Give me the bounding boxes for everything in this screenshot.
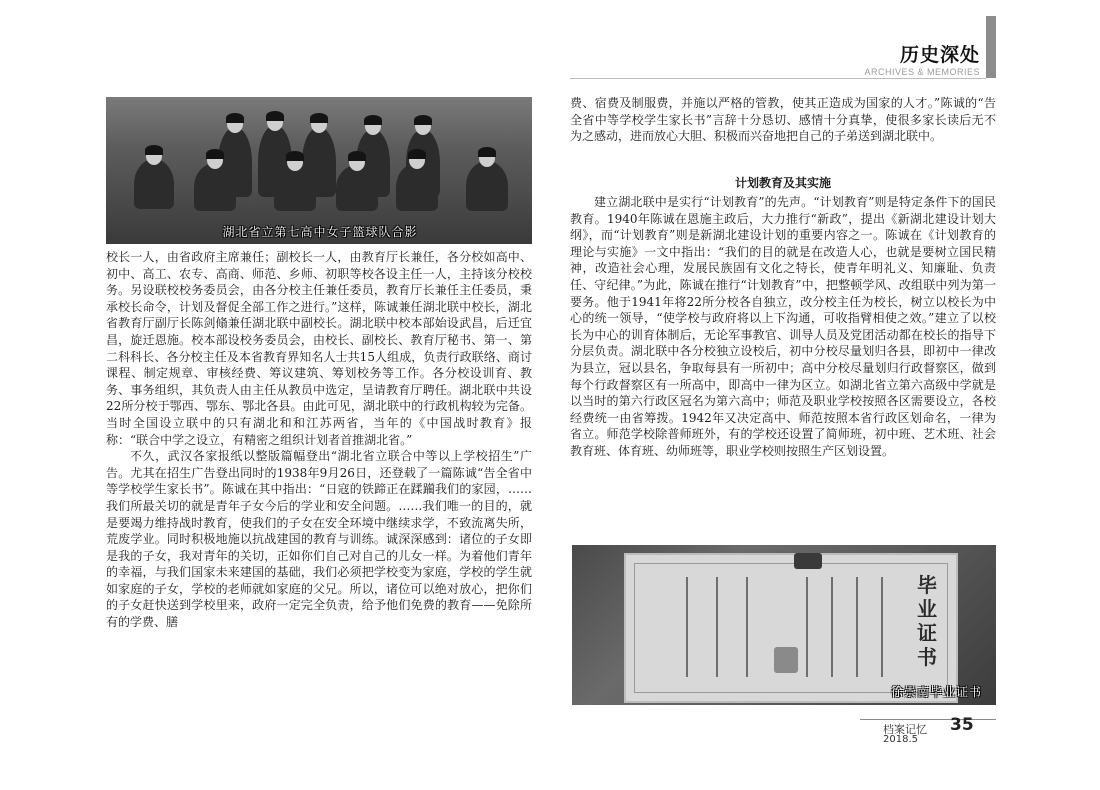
photo-figure-hair <box>310 113 328 123</box>
photo-figure-hair <box>206 149 224 159</box>
photo-figure <box>274 165 316 211</box>
section-subtitle: ARCHIVES & MEMORIES <box>864 67 980 77</box>
certificate-text-line <box>716 577 718 677</box>
photo-figure-hair <box>364 115 382 125</box>
certificate-text-line <box>856 577 858 677</box>
certificate-text-line <box>831 577 833 677</box>
body-paragraph: 校长一人，由省政府主席兼任；副校长一人，由教育厅长兼任，各分校如高中、初中、高工、农专、高商、师范、乡师、初职等校各设主任一人，主持该分校校务。另设联校校务委员会，由各分校主任兼任委员，教育厅长兼任主任委员，秉承校长命令，计划及督促全部工作之进行。”这样，陈诚兼任湖北联中校长，湖北省教育厅副厅长陈剑翛兼任湖北联中副校长。湖北联中校本部始设武昌，后迁宜昌，旋迁恩施。校本部设校务委员会，由校长、副校长、教育厅秘书、第一、第二科科长、各分校主任及本省教育界知名人士共15人组成，负责行政联络、商讨课程、制定规章、审核经费、筹议建筑、筹划校务等工作。各分校设训育、教务、事务组织，其负责人由主任从教员中选定，呈请教育厅聘任。湖北联中共设22所分校于鄂西、鄂东、鄂北各县。由此可见，湖北联中的行政机构较为完备。当时全国设立联中的只有湖北和和江苏两省，当年的《中国战时教育》报称：“联合中学之设立，有精密之组织计划者首推湖北省。” <box>106 250 532 447</box>
photo-figure <box>466 161 508 211</box>
photo-figure <box>396 163 438 211</box>
page-number: 35 <box>950 715 974 735</box>
certificate-title: 毕业证书 <box>917 573 937 669</box>
photo-figure-hair <box>348 151 366 161</box>
photo-figure-hair <box>286 151 304 161</box>
photo-figure-hair <box>226 113 244 123</box>
left-column-text <box>106 249 532 631</box>
certificate-text-line <box>881 577 883 677</box>
photo-figure-hair <box>145 145 163 155</box>
right-column-text <box>570 194 996 460</box>
issue-number: 2018.5 <box>883 734 918 745</box>
photo-figure-hair <box>266 111 284 121</box>
photo-figure-hair <box>478 147 496 157</box>
photo-figure-hair <box>408 149 426 159</box>
section-title: 历史深处 <box>899 44 980 66</box>
photo-figure <box>336 165 378 211</box>
certificate-text-line <box>746 577 748 677</box>
section-heading: 计划教育及其实施 <box>734 176 831 190</box>
photo-figure <box>194 163 236 211</box>
photo-figure-hair <box>414 115 432 125</box>
right-column-intro <box>570 95 996 145</box>
certificate-document <box>624 553 958 703</box>
body-paragraph: 费、宿费及制服费，并施以严格的管教，使其正造成为国家的人才。”陈诚的“告全省中等学校学生家长书”言辞十分恳切、感情十分真挚，使很多家长读后无不为之感动，进而放心大胆、积极而兴奋地把自己的子弟送到湖北联中。 <box>570 96 996 144</box>
basketball-team-photo <box>106 97 532 244</box>
body-paragraph: 建立湖北联中是实行“计划教育”的先声。“计划教育”则是特定条件下的国民教育。1940年陈诚在恩施主政后，大力推行“新政”，提出《新湖北建设计划大纲》，而“计划教育”则是新湖北建设计划的重要内容之一。陈诚在《计划教育的理论与实施》一文中指出：“我们的目的就是在改造人心，也就是要树立国民精神，改造社会心理，发展民族固有文化之特长，使青年明礼义、知廉耻、负责任、守纪律。”为此，陈诚在推行“计划教育”中，把整顿学风、改组联中列为第一要务。他于1941年将22所分校各自独立，改分校主任为校长，树立以校长为中心的统一领导，“使学校与政府将以上下沟通，可收指臂相使之效。”建立了以校长为中心的训育体制后，无论军事教官、训导人员及党团活动都在校长的指导下分层负责。湖北联中各分校独立设校后，初中分校尽量划归各县，即初中一律改为县立，冠以县名，争取每县有一所初中；高中分校尽量划归行政督察区，做到每个行政督察区有一所高中，即高中一律为区立。如湖北省立第六高级中学就是以当时的第六行政区冠名为第六高中；师范及职业学校按照各区需要设立，各校经费统一由省筹拨。1942年又决定高中、师范按照本省行政区划命名，一律为省立。师范学校除普师班外，有的学校还设置了简师班，初中班、艺术班、社会教育班、体育班、幼师班等，职业学校则按照生产区划设置。 <box>570 195 996 458</box>
photo-caption: 徐崇南毕业证书 <box>890 685 982 699</box>
header-accent-bar <box>986 16 996 78</box>
photo-figure <box>134 159 174 209</box>
certificate-border <box>634 563 948 693</box>
header-divider <box>570 78 986 79</box>
photo-caption: 湖北省立第七高中女子篮球队合影 <box>222 225 418 239</box>
flag-emblem <box>794 553 822 569</box>
certificate-text-line <box>686 577 688 677</box>
official-seal <box>774 647 798 673</box>
body-paragraph: 不久，武汉各家报纸以整版篇幅登出“湖北省立联合中等以上学校招生”广告。尤其在招生广告登出同时的1938年9月26日，还登载了一篇陈诚“告全省中等学校学生家长书”。陈诚在其中指出：“日寇的铁蹄正在蹂躏我们的家园，……我们所最关切的就是青年子女今后的学业和安全问题。……我们唯一的目的，就是要竭力维持战时教育，使我们的子女在安全环境中继续求学，不致流离失所，荒废学业。同时积极地施以抗战建国的教育与训练。诚深深感到：诸位的子女即是我的子女，我对青年的关切，正如你们自己对自己的儿女一样。为着他们青年的幸福，与我们国家未来建国的基础，我们必须把学校变为家庭，学校的学生就如家庭的子女，学校的老师就如家庭的父兄。所以，诸位可以绝对放心，把你们的子女赶快送到学校里来，政府一定完全负责，给予他们免费的教育——免除所有的学费、膳 <box>106 449 532 630</box>
footer-divider <box>860 719 996 720</box>
certificate-text-line <box>806 577 808 677</box>
graduation-certificate-photo <box>572 545 996 705</box>
magazine-name: 档案记忆 <box>883 723 927 736</box>
